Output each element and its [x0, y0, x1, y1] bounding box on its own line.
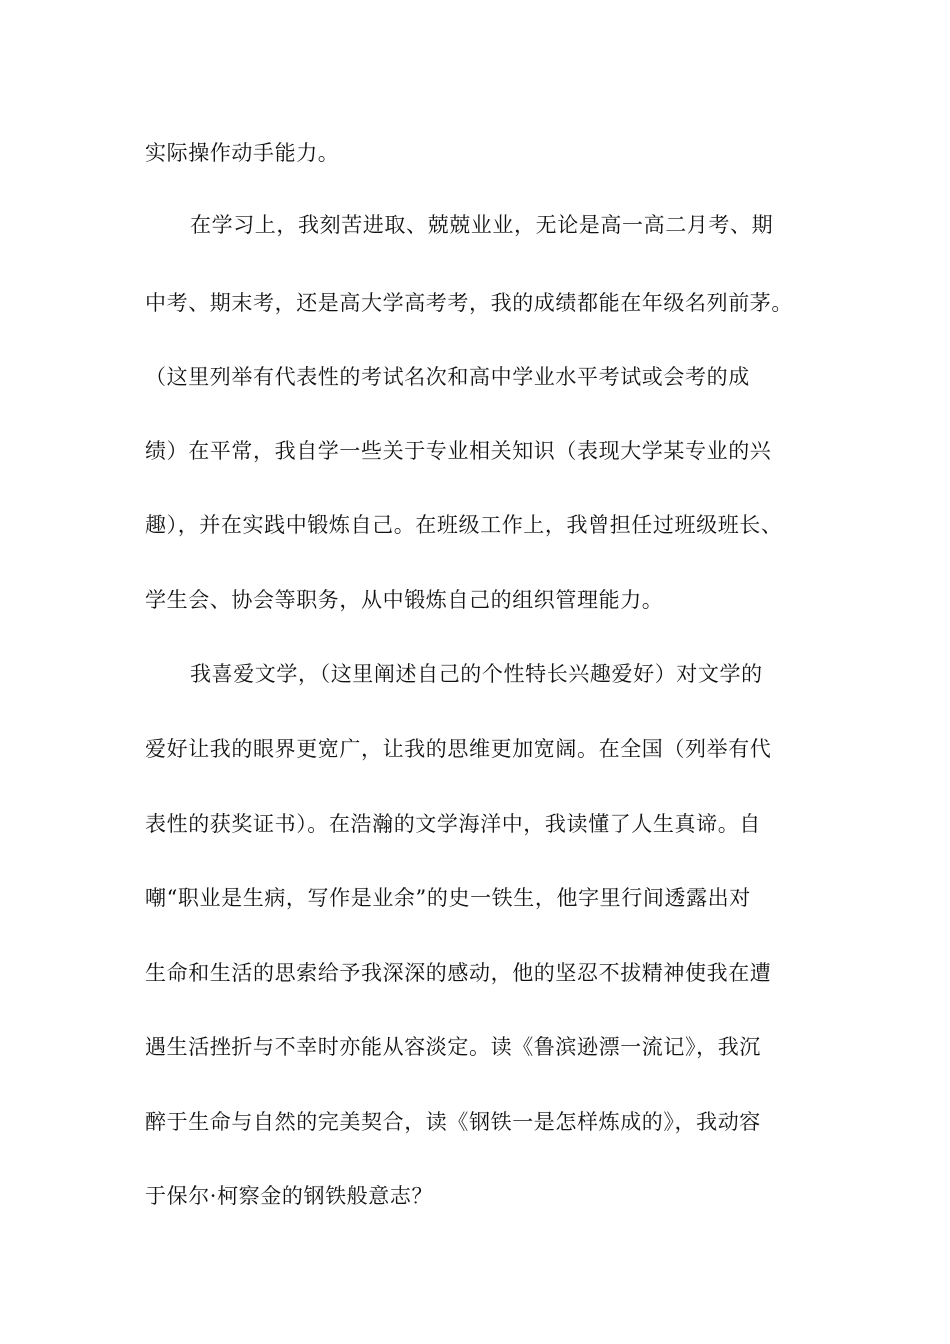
text-line: 趣），并在实践中锻炼自己。在班级工作上，我曾担任过班级班长、 [145, 513, 783, 537]
text-line: 生命和生活的思索给予我深深的感动，他的坚忍不拔精神使我在遭 [145, 961, 772, 985]
text-line: 表性的获奖证书）。在浩瀚的文学海洋中，我读懂了人生真谛。自 [145, 812, 761, 836]
text-line: 爱好让我的眼界更宽广，让我的思维更加宽阔。在全国（列举有代 [145, 737, 772, 761]
paragraph-first-line: 在学习上，我刻苦进取、兢兢业业，无论是高一高二月考、期 [190, 213, 774, 237]
text-line: 绩）在平常，我自学一些关于专业相关知识（表现大学某专业的兴 [145, 439, 772, 463]
text-line: （这里列举有代表性的考试名次和高中学业水平考试或会考的成 [145, 365, 750, 389]
text-line: 中考、期末考，还是高大学高考考，我的成绩都能在年级名列前茅。 [145, 291, 793, 315]
text-line: 学生会、协会等职务，从中锻炼自己的组织管理能力。 [145, 588, 664, 612]
text-line: 遇生活挫折与不幸时亦能从容淡定。读《鲁滨逊漂一流记》，我沉 [145, 1035, 761, 1059]
text-line: 醉于生命与自然的完美契合，读《钢铁一是怎样炼成的》，我动容 [145, 1110, 761, 1134]
text-line: 嘲“职业是生病，写作是业余”的史一铁生，他字里行间透露出对 [145, 886, 751, 910]
text-line: 实际操作动手能力。 [145, 141, 340, 165]
paragraph-first-line: 我喜爱文学，（这里阐述自己的个性特长兴趣爱好）对文学的 [190, 662, 763, 686]
text-line: 于保尔·柯察金的钢铁般意志？ [145, 1184, 434, 1208]
